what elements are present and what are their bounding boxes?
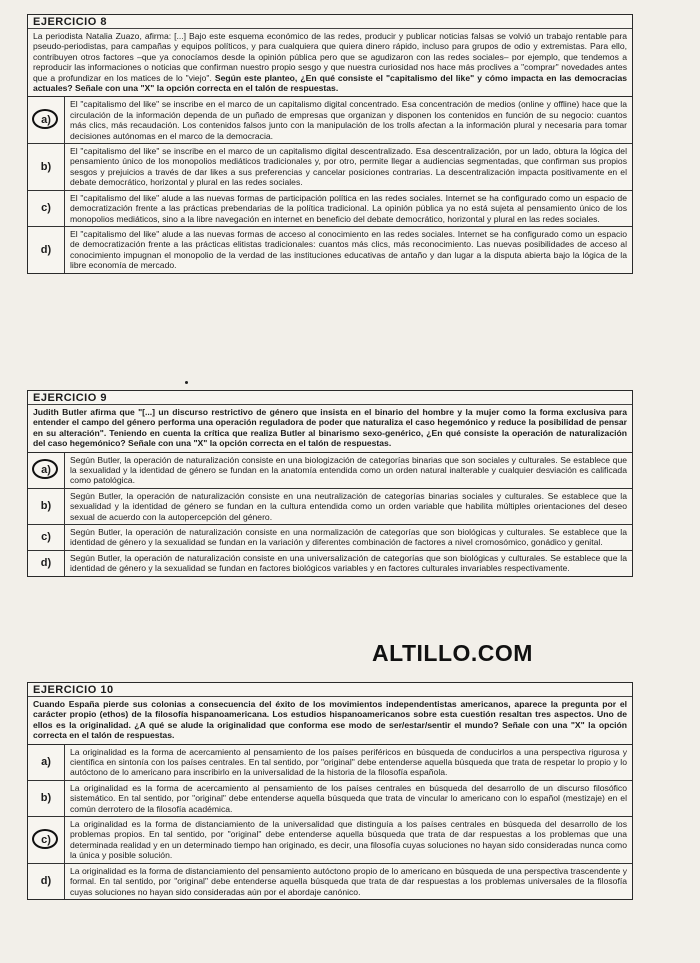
option-letter bbox=[28, 551, 65, 576]
handwritten-circle-mark bbox=[32, 109, 58, 129]
option-letter-text: a) bbox=[41, 756, 51, 769]
exercise-10-option-a[interactable] bbox=[28, 745, 632, 781]
exercise-8-statement-text: La periodista Natalia Zuazo, afirma: [...] Bajo este esquema económico de las redes, producir y publicar noticias falsas se volvió un trabajo rentable para pseudo-periodistas, para campañas y equipos políticos, y para cualquiera que quiera dinero rápido, incluso para grupos de odio y extremistas. Para ello, contribuyen otros factores –que ya conocíamos desde la opinión pública pero que se agudizaron con las redes sociales– por ejemplo, que tendemos a reproducir las informaciones o noticias que confirman nuestro propio sesgo y que nuestra curiosidad nos hace más proclives a "comprar" novedades antes que a profundizar en los matices de lo "viejo". bbox=[33, 31, 627, 83]
option-letter bbox=[28, 489, 65, 524]
exercise-8-title: EJERCICIO 8 bbox=[28, 15, 632, 29]
exercise-8-statement bbox=[28, 29, 632, 97]
exercise-9-option-a[interactable] bbox=[28, 453, 632, 489]
exercise-9-option-d[interactable] bbox=[28, 551, 632, 576]
option-letter-text: a) bbox=[41, 464, 51, 477]
option-text: Según Butler, la operación de naturalización consiste en una universalización de categorías que son biológicas y culturales. Se establece que la identidad de género y la sexualidad se fundan en factores biológicos variables y en factores culturales invariables respectivamente. bbox=[70, 552, 627, 574]
option-letter bbox=[28, 745, 65, 780]
exercise-9-question: Judith Butler afirma que "[...] un discurso restrictivo de género que insista en el binario del hombre y la mujer como la forma exclusiva para entender el campo del género performa una operación reguladora de poder que naturaliza el caso hegemónico y reduce la posibilidad de pensar en su alteración". Teniendo en cuenta la crítica que realiza Butler al binarismo sexo-genérico, ¿En qué consiste la operación de naturalización del caso hegemónico? Señale con una "X" la opción correcta en el talón de respuestas. bbox=[33, 407, 627, 449]
option-letter-text: c) bbox=[41, 833, 51, 846]
option-letter-text: d) bbox=[40, 243, 52, 256]
option-letter-text: b) bbox=[40, 160, 52, 173]
option-letter bbox=[28, 817, 65, 863]
option-text: La originalidad es la forma de acercamiento al pensamiento de los países centrales en búsqueda del desarrollo de un discurso filosófico sistemático. En tal sentido, por "original" debe entenderse aquella búsqueda que trata de vincular lo americano con lo español (mestizaje) en el común derrotero de la filosofía académica. bbox=[70, 782, 627, 814]
exercise-8-question: Según este planteo, ¿En qué consiste el "capitalismo del like" y cómo impacta en las democracias actuales? Señale con una "X" la opción correcta en el talón de respuestas. bbox=[33, 72, 628, 94]
exercise-9 bbox=[27, 390, 633, 577]
option-letter-text: a) bbox=[41, 114, 51, 127]
option-letter bbox=[28, 227, 65, 273]
option-letter bbox=[28, 864, 65, 899]
exercise-8 bbox=[27, 14, 633, 274]
exercise-8-option-d[interactable] bbox=[28, 227, 632, 273]
watermark-altillo: ALTILLO.COM bbox=[372, 640, 533, 666]
exercise-10-statement bbox=[28, 697, 632, 745]
exercise-9-title: EJERCICIO 9 bbox=[28, 391, 632, 405]
exercise-10-option-c[interactable] bbox=[28, 817, 632, 864]
exercise-9-option-c[interactable] bbox=[28, 525, 632, 551]
option-text: El "capitalismo del like" se inscribe en el marco de un capitalismo digital concentrado. Esa concentración de medios (online y offline) hace que la circulación de la información dependa de un puñado de empresas que organizan y disponen los contenidos en función de su negocio: cuantos más clics, más recaudación. Los contenidos falsos junto con la manipulación de los trolls afectan a la información plural y necesaria para tomar decisiones autónomas en el marco de la democracia. bbox=[70, 99, 627, 141]
option-text: La originalidad es la forma de acercamiento al pensamiento de los países periféricos en búsqueda de conducirlos a una perspectiva rigurosa y científica en sintonía con los países centrales. En tal sentido, por "original" debe entenderse aquella búsqueda que trata de respetar lo propio y lo autóctono de lo americano para inscribirlo en la universalidad de la historia de la filosofía española. bbox=[70, 746, 627, 778]
option-text: El "capitalismo del like" alude a las nuevas formas de participación política en las redes sociales. Internet se ha configurado como un espacio de democratización frente a las prácticas prebendarias de la política tradicional. La opinión pública ya no está sujeta al pensamiento único de los monopolios mediáticos, sino a la libre navegación en internet en beneficio del debate democrático, horizontal y plural en las redes sociales. bbox=[70, 192, 627, 224]
exercise-8-option-a[interactable] bbox=[28, 97, 632, 144]
option-text: La originalidad es la forma de distanciamiento del pensamiento autóctono propio de lo americano en búsqueda de una perspectiva trascendente y formal. En tal sentido, por "original" debe entenderse aquella búsqueda que trata de dar respuestas a los problemas universales de la filosofía cuyas soluciones no hayan sido consideradas aún por el abordaje canónico. bbox=[70, 865, 627, 897]
exercise-10-title: EJERCICIO 10 bbox=[28, 683, 632, 697]
option-letter-text: d) bbox=[40, 557, 52, 570]
exercise-10-option-d[interactable] bbox=[28, 864, 632, 899]
option-letter bbox=[28, 453, 65, 488]
option-text: El "capitalismo del like" se inscribe en el marco de un capitalismo digital descentralizado. Esa descentralización, por un lado, obtura la lógica del pensamiento único de los monopolios mediáticos tradicionales y, por otro, permite llegar a audiencias segmentadas, que confirman sus propios sesgos y prejuicios a través de dar likes a sus preferencias y cancelar posiciones contrarias. La descentralización impacta positivamente en el debate democrático, horizontal y plural en las redes sociales. bbox=[70, 146, 627, 188]
option-letter-text: b) bbox=[40, 792, 52, 805]
option-letter bbox=[28, 525, 65, 550]
option-text: Según Butler, la operación de naturalización consiste en una normalización de categorías que son biológicas y culturales. Se establece que la identidad de género y la sexualidad se fundan en la variación y diferentes combinación de factores a nivel cromosómico, gonádico y genital. bbox=[70, 527, 627, 548]
option-letter-text: d) bbox=[40, 875, 52, 888]
option-letter-text: c) bbox=[41, 202, 51, 215]
exercise-10 bbox=[27, 682, 633, 900]
option-text: Según Butler, la operación de naturalización consiste en una biologización de categorías binarias que son sociales y culturales. Se establece que la sexualidad y la identidad de género se fundan en la anatomía entendida como un orden natural inalterable y cualquier desviación es calificada como patológica. bbox=[70, 454, 627, 486]
option-letter bbox=[28, 97, 65, 143]
handwritten-circle-mark bbox=[32, 459, 58, 479]
option-letter bbox=[28, 191, 65, 226]
option-text: El "capitalismo del like" alude a las nuevas formas de acceso al conocimiento en las redes sociales. Internet se ha configurado como un espacio de democratización frente a las prácticas elitistas tradicionales: cuantos más clics, más reconocimiento. Las nuevas posibilidades de acceso al conocimiento impugnan el monopolio de la verdad de las instituciones educativas de antaño y dan lugar a la disputa abierta bajo la lógica de la libre economía de mercado. bbox=[70, 228, 627, 271]
exercise-10-question: Cuando España pierde sus colonias a consecuencia del éxito de los movimientos independentistas americanos, aparece la pregunta por el carácter propio (ethos) de la filosofía hispanoamericana. Los estudios hispanoamericanos sobre esta cuestión resaltan tres aspectos. Uno de ellos es la originalidad. ¿A qué se alude la originalidad que conforma ese modo de ser/estar/sentir el mundo? Señale con una "X" la opción correcta en el talón de respuestas. bbox=[33, 699, 627, 741]
option-text: La originalidad es la forma de distanciamiento de la universalidad que distinguía a los países centrales en búsqueda del desarrollo de los problemas propios. En tal sentido, por "original" debe entenderse aquella búsqueda que trata de dar respuestas a los problemas que una determinada realidad y en un determinado tiempo han originado, es decir, una filosofía cuyas soluciones no hayan sido consideradas nunca como la única y posible solución. bbox=[70, 819, 627, 861]
option-letter bbox=[28, 781, 65, 816]
option-text: Según Butler, la operación de naturalización consiste en una neutralización de categorías binarias sociales y culturales. Se establece que la sexualidad y la identidad de género se fundan en la cultura entendida como un orden variable que habilita múltiples orientaciones del deseo sexual de acuerdo con la autopercepción del género. bbox=[70, 490, 627, 522]
exercise-8-option-c[interactable] bbox=[28, 191, 632, 227]
option-letter bbox=[28, 144, 65, 190]
ink-dot bbox=[185, 381, 188, 384]
exercise-8-option-b[interactable] bbox=[28, 144, 632, 191]
option-letter-text: b) bbox=[40, 500, 52, 513]
handwritten-circle-mark bbox=[32, 829, 58, 849]
exercise-10-option-b[interactable] bbox=[28, 781, 632, 817]
option-letter-text: c) bbox=[41, 531, 51, 544]
exercise-9-statement bbox=[28, 405, 632, 453]
exercise-9-option-b[interactable] bbox=[28, 489, 632, 525]
